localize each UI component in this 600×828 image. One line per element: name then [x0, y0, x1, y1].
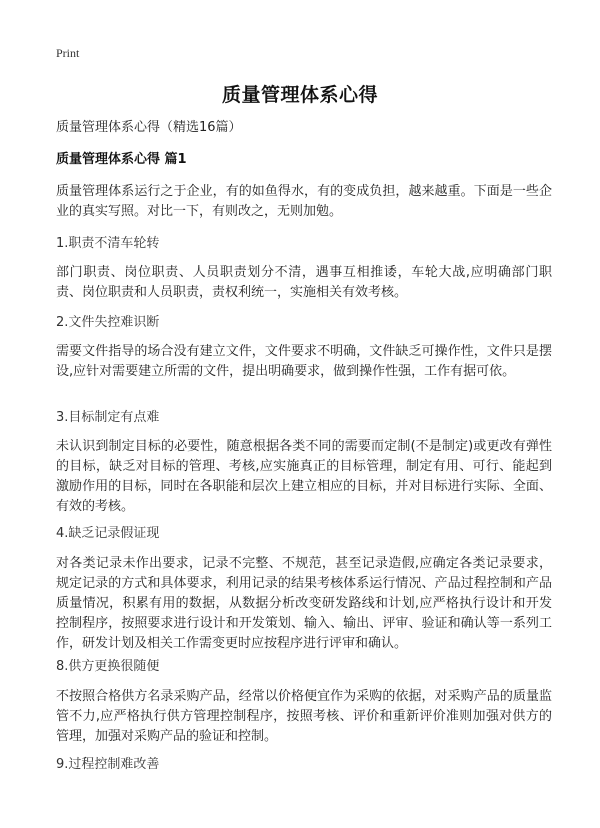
item-body-1: 部门职责、岗位职责、人员职责划分不清，遇事互相推诿，车轮大战,应明确部门职责、岗位职责和人员职责，责权利统一，实施相关有效考核。	[56, 265, 552, 300]
document-title: 质量管理体系心得	[221, 84, 378, 106]
item-heading-1: 1.职责不清车轮转	[56, 236, 160, 251]
print-label: Print	[56, 46, 80, 60]
item-heading-8: 8.供方更换很随便	[56, 659, 160, 674]
document-subtitle: 质量管理体系心得（精选16篇）	[56, 120, 242, 135]
section-heading: 质量管理体系心得 篇1	[56, 152, 187, 167]
item-heading-9: 9.过程控制难改善	[56, 757, 160, 772]
item-body-4: 对各类记录未作出要求，记录不完整、不规范，甚至记录造假,应确定各类记录要求，规定记录的方式和具体要求，利用记录的结果考核体系运行情况、产品过程控制和产品质量情况，积累有用的数据，从数据分析改变研发路线和计划,应严格执行设计和开发控制程序，按照要求进行设计和开发策划、输入、输出、评审、验证和确认等一系列工作，研发计划及相关工作需变更时应按程序进行评审和确认。	[56, 556, 552, 651]
item-heading-4: 4.缺乏记录假证现	[56, 526, 160, 541]
item-heading-3: 3.目标制定有点难	[56, 410, 160, 425]
item-body-8: 不按照合格供方名录采购产品，经常以价格便宜作为采购的依据，对采购产品的质量监管不力,应严格执行供方管理控制程序，按照考核、评价和重新评价准则加强对供方的管理，加强对采购产品的验证和控制。	[56, 689, 552, 744]
item-heading-2: 2.文件失控难识断	[56, 315, 160, 330]
item-body-2: 需要文件指导的场合没有建立文件，文件要求不明确，文件缺乏可操作性，文件只是摆设,应针对需要建立所需的文件，提出明确要求，做到操作性强，工作有据可依。	[56, 344, 552, 379]
item-body-3: 未认识到制定目标的必要性，随意根据各类不同的需要而定制(不是制定)或更改有弹性的目标，缺乏对目标的管理、考核,应实施真正的目标管理，制定有用、可行、能起到激励作用的目标，同时在各职能和层次上建立相应的目标，并对目标进行实际、全面、有效的考核。	[56, 439, 552, 514]
intro-paragraph: 质量管理体系运行之于企业，有的如鱼得水，有的变成负担，越来越重。下面是一些企业的真实写照。对比一下，有则改之，无则加勉。	[56, 184, 552, 219]
